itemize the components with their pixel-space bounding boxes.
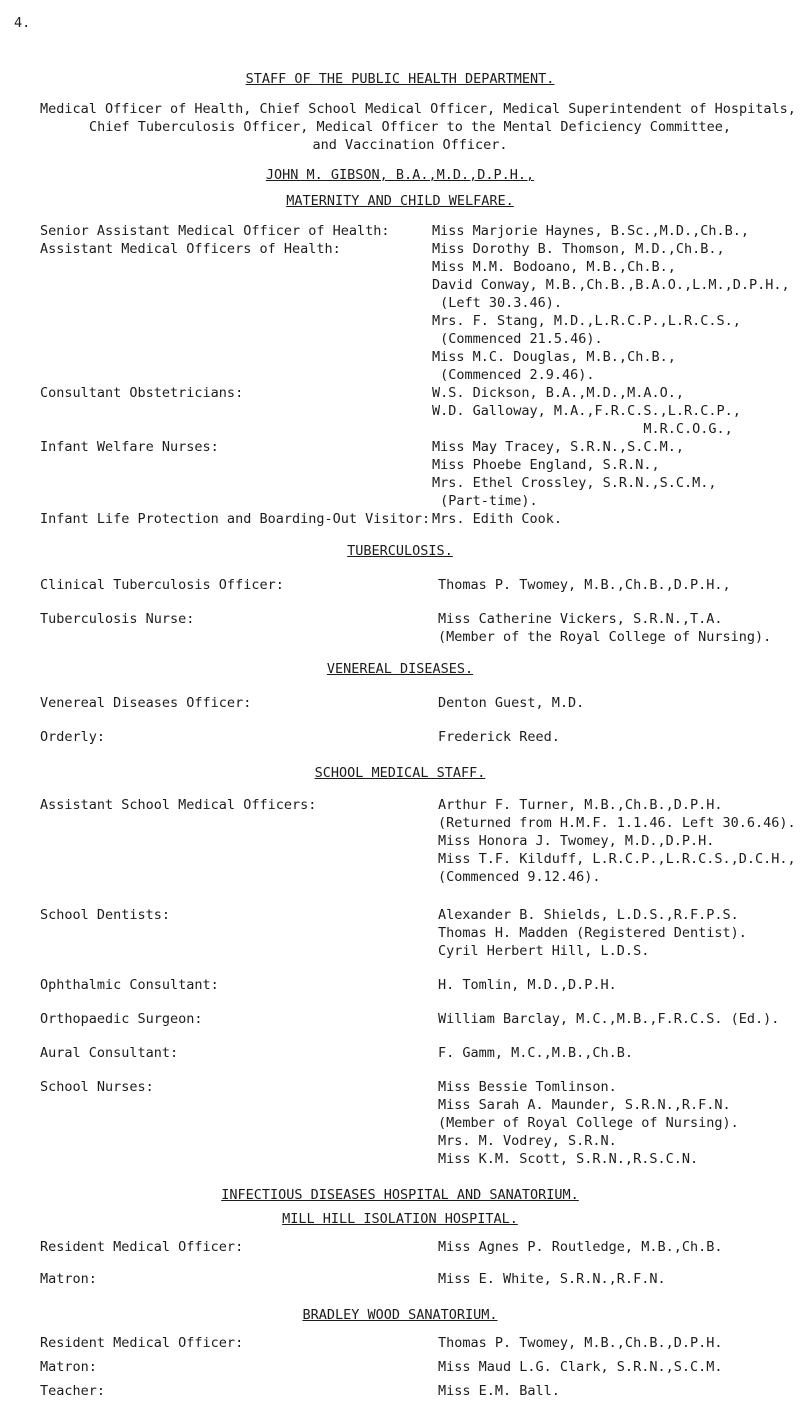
row-label: Senior Assistant Medical Officer of Health:	[40, 223, 390, 239]
row-value: Alexander B. Shields, L.D.S.,R.F.P.S.	[438, 907, 739, 923]
row-value: Miss E. White, S.R.N.,R.F.N.	[438, 1271, 666, 1287]
row-value: Miss K.M. Scott, S.R.N.,R.S.C.N.	[438, 1151, 699, 1167]
row-value: Miss M.C. Douglas, M.B.,Ch.B.,	[432, 349, 676, 365]
row-value: Frederick Reed.	[438, 729, 560, 745]
row-label: Clinical Tuberculosis Officer:	[40, 577, 284, 593]
row-value: (Commenced 2.9.46).	[432, 367, 595, 383]
row-label: Matron:	[40, 1271, 97, 1287]
row-label: Resident Medical Officer:	[40, 1239, 244, 1255]
row-value: (Returned from H.M.F. 1.1.46. Left 30.6.46).	[438, 815, 796, 831]
row-label: Aural Consultant:	[40, 1045, 179, 1061]
row-value: Mrs. Edith Cook.	[432, 511, 563, 527]
row-value: W.S. Dickson, B.A.,M.D.,M.A.O.,	[432, 385, 684, 401]
maternity-heading: MATERNITY AND CHILD WELFARE.	[286, 193, 514, 209]
mill-hill-heading: MILL HILL ISOLATION HOSPITAL.	[282, 1211, 518, 1227]
row-value: Miss Phoebe England, S.R.N.,	[432, 457, 660, 473]
row-value: Mrs. F. Stang, M.D.,L.R.C.P.,L.R.C.S.,	[432, 313, 741, 329]
row-label: Ophthalmic Consultant:	[40, 977, 219, 993]
row-value: Miss M.M. Bodoano, M.B.,Ch.B.,	[432, 259, 676, 275]
row-value: Thomas P. Twomey, M.B.,Ch.B.,D.P.H.	[438, 1335, 723, 1351]
row-value: Miss Dorothy B. Thomson, M.D.,Ch.B.,	[432, 241, 725, 257]
row-value: Miss T.F. Kilduff, L.R.C.P.,L.R.C.S.,D.C.H.,	[438, 851, 796, 867]
infectious-heading: INFECTIOUS DISEASES HOSPITAL AND SANATORIUM.	[221, 1187, 579, 1203]
row-value: W.D. Galloway, M.A.,F.R.C.S.,L.R.C.P.,	[432, 403, 741, 419]
row-value: Miss Agnes P. Routledge, M.B.,Ch.B.	[438, 1239, 723, 1255]
row-value: (Commenced 9.12.46).	[438, 869, 601, 885]
row-value: Miss Sarah A. Maunder, S.R.N.,R.F.N.	[438, 1097, 731, 1113]
row-value: (Left 30.3.46).	[432, 295, 563, 311]
intro-line-1: Medical Officer of Health, Chief School Medical Officer, Medical Superintendent of Hospitals,	[40, 101, 796, 117]
row-label: Infant Welfare Nurses:	[40, 439, 219, 455]
row-value: Mrs. Ethel Crossley, S.R.N.,S.C.M.,	[432, 475, 717, 491]
row-value: H. Tomlin, M.D.,D.P.H.	[438, 977, 617, 993]
bradley-heading: BRADLEY WOOD SANATORIUM.	[302, 1307, 498, 1323]
row-value: Cyril Herbert Hill, L.D.S.	[438, 943, 650, 959]
row-label: Resident Medical Officer:	[40, 1335, 244, 1351]
row-value: F. Gamm, M.C.,M.B.,Ch.B.	[438, 1045, 634, 1061]
row-label: School Nurses:	[40, 1079, 154, 1095]
row-value: Miss E.M. Ball.	[438, 1383, 560, 1399]
row-value: William Barclay, M.C.,M.B.,F.R.C.S. (Ed.).	[438, 1011, 780, 1027]
row-label: Venereal Diseases Officer:	[40, 695, 252, 711]
row-label: Orthopaedic Surgeon:	[40, 1011, 203, 1027]
row-label: Assistant Medical Officers of Health:	[40, 241, 341, 257]
tuberculosis-heading: TUBERCULOSIS.	[347, 543, 453, 559]
row-value: Miss Maud L.G. Clark, S.R.N.,S.C.M.	[438, 1359, 723, 1375]
row-value: Miss Marjorie Haynes, B.Sc.,M.D.,Ch.B.,	[432, 223, 749, 239]
row-label: Infant Life Protection and Boarding-Out Visitor:	[40, 511, 431, 527]
row-value: Miss May Tracey, S.R.N.,S.C.M.,	[432, 439, 684, 455]
row-value: (Part-time).	[432, 493, 538, 509]
row-value: Denton Guest, M.D.	[438, 695, 585, 711]
row-value: Miss Catherine Vickers, S.R.N.,T.A.	[438, 611, 723, 627]
row-value: Miss Bessie Tomlinson.	[438, 1079, 617, 1095]
venereal-heading: VENEREAL DISEASES.	[326, 661, 474, 677]
intro-line-2: Chief Tuberculosis Officer, Medical Officer to the Mental Deficiency Committee,	[88, 119, 732, 135]
moh-name: JOHN M. GIBSON, B.A.,M.D.,D.P.H.,	[265, 167, 535, 183]
row-value: Miss Honora J. Twomey, M.D.,D.P.H.	[438, 833, 715, 849]
row-label: Assistant School Medical Officers:	[40, 797, 317, 813]
row-value: (Commenced 21.5.46).	[432, 331, 603, 347]
page-number: 4.	[14, 15, 31, 31]
row-value: (Member of Royal College of Nursing).	[438, 1115, 739, 1131]
page-title: STAFF OF THE PUBLIC HEALTH DEPARTMENT.	[245, 71, 555, 87]
row-label: School Dentists:	[40, 907, 171, 923]
intro-line-3: and Vaccination Officer.	[312, 137, 508, 153]
row-value: David Conway, M.B.,Ch.B.,B.A.O.,L.M.,D.P.H.,	[432, 277, 790, 293]
row-label: Tuberculosis Nurse:	[40, 611, 195, 627]
row-value: Arthur F. Turner, M.B.,Ch.B.,D.P.H.	[438, 797, 723, 813]
row-label: Orderly:	[40, 729, 106, 745]
school-heading: SCHOOL MEDICAL STAFF.	[314, 765, 486, 781]
row-label: Consultant Obstetricians:	[40, 385, 244, 401]
row-value: Thomas P. Twomey, M.B.,Ch.B.,D.P.H.,	[438, 577, 731, 593]
row-label: Matron:	[40, 1359, 97, 1375]
row-label: Teacher:	[40, 1383, 106, 1399]
row-value: M.R.C.O.G.,	[432, 421, 733, 437]
row-value: Thomas H. Madden (Registered Dentist).	[438, 925, 747, 941]
row-value: Mrs. M. Vodrey, S.R.N.	[438, 1133, 617, 1149]
row-value: (Member of the Royal College of Nursing).	[438, 629, 772, 645]
